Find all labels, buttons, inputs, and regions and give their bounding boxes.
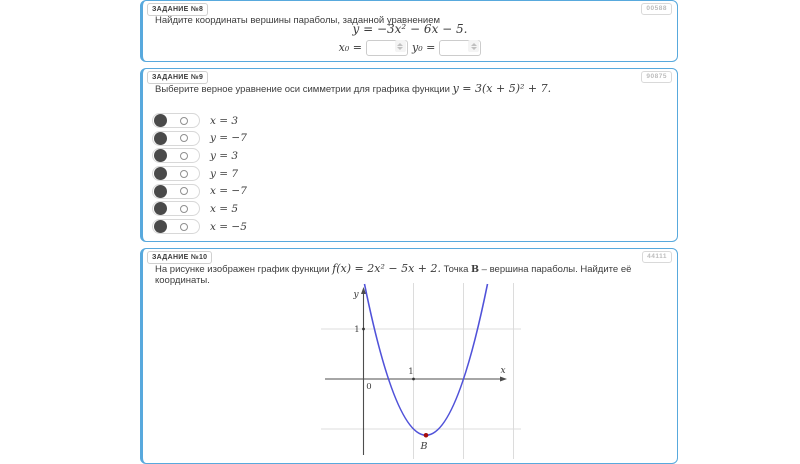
spinner-up-icon[interactable] [397,43,403,46]
task-id-badge: 90875 [641,71,672,83]
option-radio[interactable] [152,219,200,234]
option-row [152,148,247,163]
task-instruction [155,82,665,95]
option-label: x = 5 [210,202,239,215]
option-radio[interactable] [152,166,200,181]
drag-handle-circle-icon[interactable] [154,202,167,215]
option-row [152,166,247,181]
drag-handle-circle-icon[interactable] [154,220,167,233]
radio-icon[interactable] [180,205,188,213]
equation: f(x) = 2x² − 5x + 2. [332,262,441,275]
radio-icon[interactable] [180,117,188,125]
x0-input-wrap [366,38,408,56]
option-radio[interactable] [152,184,200,199]
spinner-down-icon[interactable] [397,47,403,50]
instruction-text: На рисунке изображен график функции [155,264,330,275]
option-label: x = −7 [210,185,247,198]
radio-icon[interactable] [180,170,188,178]
radio-icon[interactable] [180,187,188,195]
number-spinner-icon[interactable] [395,40,406,52]
instruction-text: Выберите верное уравнение оси симметрии для графика функции [155,84,450,95]
parabola-curve [365,284,488,435]
option-radio[interactable] [152,131,200,146]
y0-label: y₀ = [411,40,436,54]
drag-handle-circle-icon[interactable] [154,167,167,180]
radio-icon[interactable] [180,134,188,142]
origin-label: 0 [366,382,372,392]
option-row [152,219,247,234]
task-id-badge: 44111 [642,251,672,263]
instruction-text: – вершина параболы. Найдите её координаты. [155,264,632,286]
x-axis-arrow-icon [500,377,507,382]
task-number-badge: ЗАДАНИЕ №10 [147,251,212,264]
drag-handle-circle-icon[interactable] [154,114,167,127]
task-card-9 [140,68,678,242]
equation: y = 3(x + 5)² + 7. [452,82,552,95]
task-number-badge: ЗАДАНИЕ №9 [147,71,208,84]
x0-label: x₀ = [338,40,362,54]
x-tick-label: 1 [408,367,414,377]
point-name: B [471,264,480,275]
option-label: x = −5 [210,220,247,233]
task-number-badge: ЗАДАНИЕ №8 [147,3,208,16]
option-label: y = −7 [210,132,247,145]
task-id-badge: 00588 [641,3,672,15]
number-spinner-icon[interactable] [468,40,479,52]
y-tick-dot [362,328,365,331]
option-label: y = 7 [210,167,239,180]
radio-icon[interactable] [180,223,188,231]
task-card-8 [140,0,678,62]
equation: y = −3x² − 6x − 5. [352,22,468,36]
task-card-10 [140,248,678,464]
option-row [152,184,247,199]
vertex-point [424,433,429,438]
drag-handle-circle-icon[interactable] [154,149,167,162]
options-list [152,113,247,237]
radio-icon[interactable] [180,152,188,160]
answer-row [143,38,677,56]
x-axis-label: x [500,366,506,376]
option-label: y = 3 [210,149,239,162]
gridlines [321,283,521,459]
spinner-down-icon[interactable] [471,47,477,50]
y-tick-label: 1 [354,325,360,335]
vertex-label: B [420,441,428,452]
option-radio[interactable] [152,148,200,163]
y-axis-label: y [353,290,359,300]
y0-input-wrap [439,38,481,56]
parabola-graph [321,283,521,463]
option-label: x = 3 [210,114,239,127]
drag-handle-circle-icon[interactable] [154,132,167,145]
option-row [152,201,247,216]
drag-handle-circle-icon[interactable] [154,185,167,198]
option-radio[interactable] [152,113,200,128]
option-radio[interactable] [152,201,200,216]
x-tick-dot [412,378,415,381]
spinner-up-icon[interactable] [471,43,477,46]
task-instruction: Найдите координаты вершины параболы, заданной уравнением [155,15,441,26]
option-row [152,131,247,146]
option-row [152,113,247,128]
instruction-text: Точка [443,264,469,275]
